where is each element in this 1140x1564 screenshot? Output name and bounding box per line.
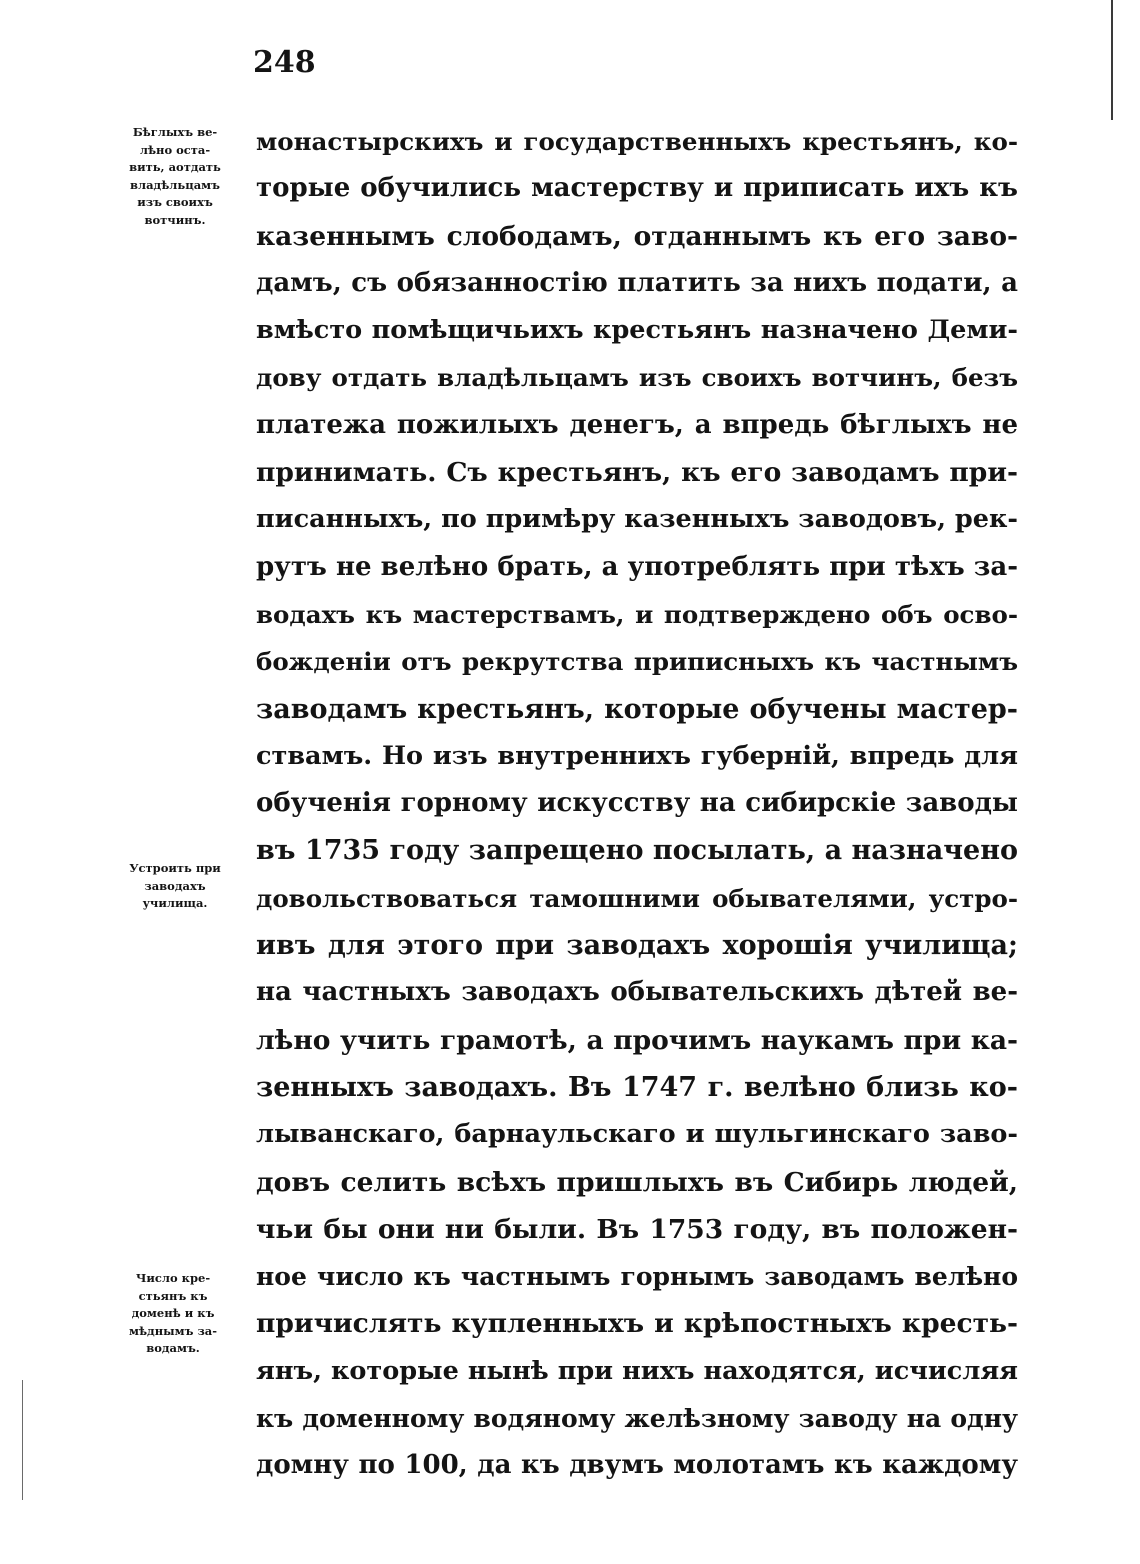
text-line: торые обучились мастерству и приписать ихъ къ [256,173,1018,204]
text-line: обученія горному искусству на сибирскіе заводы [256,788,1018,819]
margin-note-line: Число кре- [135,1271,211,1285]
margin-note-line: стьянъ къ [138,1288,208,1303]
text-line: лыванскаго, барнаульскаго и шульгинскаго заво- [256,1119,1018,1150]
text-line: заводамъ крестьянъ, которые обучены мастер- [256,693,1018,725]
margin-note-line: доменѣ и къ [131,1306,215,1320]
text-line: платежа пожилыхъ денегъ, а впредь бѣглыхъ не [256,409,1018,440]
margin-note-line: мѣднымъ за- [128,1323,218,1338]
margin-note-peasant-count [110,1270,236,1358]
margin-note-line: вить, аотдать [129,160,221,174]
margin-note-line: Устроить при [129,861,221,875]
margin-note-line: лѣно оста- [139,142,211,157]
text-line: принимать. Съ крестьянъ, къ его заводамъ при- [256,457,1018,489]
text-line: дову отдать владѣльцамъ изъ своихъ вотчинъ, безъ [256,363,1018,393]
text-line: рутъ не велѣно брать, а употреблять при тѣхъ за- [256,551,1018,582]
margin-note-line: училища. [142,896,208,910]
text-line: зенныхъ заводахъ. Въ 1747 г. велѣно близь ко- [256,1071,1018,1103]
text-line: янъ, которые нынѣ при нихъ находятся, исчисляя [256,1355,1018,1386]
text-line: ное число къ частнымъ горнымъ заводамъ велѣно [256,1262,1018,1292]
margin-note-line: вотчинъ. [144,212,206,227]
text-line: водахъ къ мастерствамъ, и подтверждено объ осво- [256,599,1018,629]
text-line: въ 1735 году запрещено посылать, а назначено [256,835,1018,867]
text-line: божденіи отъ рекрутства приписныхъ къ частнымъ [256,647,1018,677]
text-line: довольствоваться тамошними обывателями, устро- [256,883,1018,913]
text-line: ивъ для этого при заводахъ хорошія училища; [256,930,1018,962]
text-line: домну по 100, да къ двумъ молотамъ къ каждому [256,1450,1018,1481]
text-line: къ доменному водяному желѣзному заводу на одну [256,1404,1018,1434]
text-line: дамъ, съ обязанностію платить за нихъ подати, а [256,267,1018,298]
text-line: писанныхъ, по примѣру казенныхъ заводовъ, рек- [256,504,1018,535]
scan-edge-line-right [1111,0,1113,120]
margin-note-line: владѣльцамъ [130,177,220,192]
scan-edge-line-left [22,1380,23,1500]
text-line: казеннымъ слободамъ, отданнымъ къ его заво- [256,220,1018,252]
page-number: 248 [253,45,316,80]
text-line: вмѣсто помѣщичьихъ крестьянъ назначено Деми- [256,315,1018,346]
margin-note-line: заводахъ [144,878,206,893]
text-line: довъ селить всѣхъ пришлыхъ въ Сибирь людей, [256,1166,1018,1198]
body-text [256,118,1018,1490]
text-line: монастырскихъ и государственныхъ крестьянъ, ко- [256,127,1018,156]
text-line: на частныхъ заводахъ обывательскихъ дѣтей ве- [256,977,1018,1008]
margin-note-schools [112,860,238,913]
text-line: причислять купленныхъ и крѣпостныхъ кресть- [256,1308,1018,1340]
margin-note-line: изъ своихъ [137,195,213,209]
text-line: лѣно учить грамотѣ, а прочимъ наукамъ при ка- [256,1024,1018,1056]
margin-note-line: водамъ. [146,1341,200,1355]
text-line: ствамъ. Но изъ внутреннихъ губерній, впредь для [256,740,1018,771]
margin-note-line: Бѣглыхъ ве- [132,125,218,139]
text-line: чьи бы они ни были. Въ 1753 году, въ положен- [256,1213,1018,1245]
margin-note-runaway-serfs [112,124,238,229]
